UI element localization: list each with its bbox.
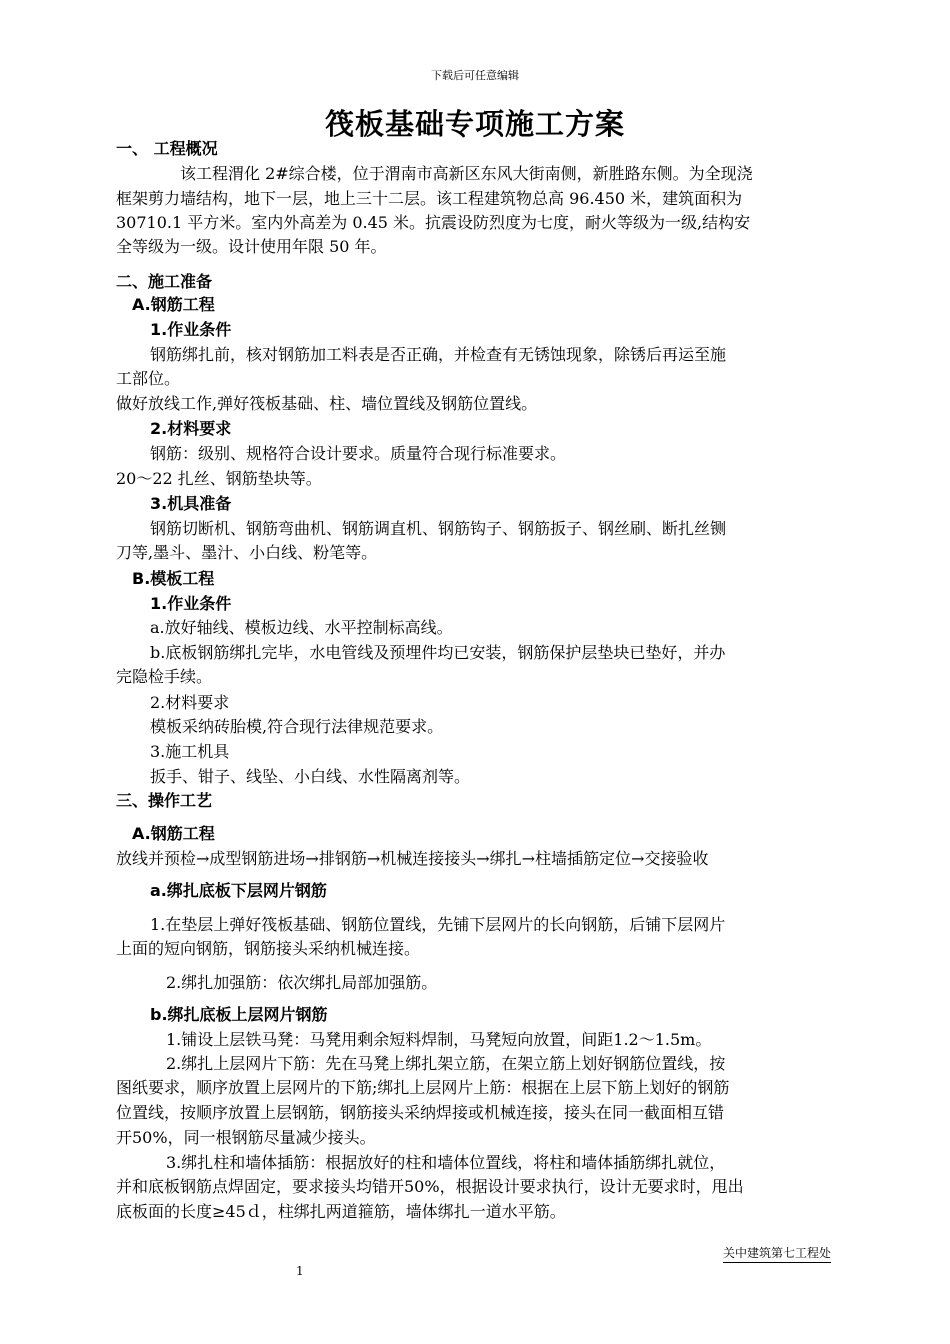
paragraph-line: 并和底板钢筋点焊固定，要求接头均错开50%，根据设计要求执行，设计无要求时，甩出 bbox=[116, 1177, 744, 1196]
section-heading: 二、施工准备 bbox=[116, 272, 213, 291]
paragraph-line: 扳手、钳子、线坠、小白线、水性隔离剂等。 bbox=[150, 767, 471, 786]
paragraph-line: 该工程渭化 2#综合楼，位于渭南市高新区东风大街南侧，新胜路东侧。为全现浇 bbox=[180, 164, 753, 183]
footer-organization: 关中建筑第七工程处 bbox=[723, 1244, 831, 1263]
paragraph-line: 上面的短向钢筋，钢筋接头采纳机械连接。 bbox=[116, 939, 421, 958]
section-heading: b.绑扎底板上层网片钢筋 bbox=[150, 1005, 328, 1024]
paragraph-line: 位置线，按顺序放置上层钢筋，钢筋接头采纳焊接或机械连接，接头在同一截面相互错 bbox=[116, 1103, 725, 1122]
paragraph-line: 1.在垫层上弹好筏板基础、钢筋位置线，先铺下层网片的长向钢筋，后铺下层网片 bbox=[150, 915, 726, 934]
paragraph-line: 3.施工机具 bbox=[150, 742, 230, 761]
section-heading: 1.作业条件 bbox=[150, 320, 232, 339]
paragraph-line: 工部位。 bbox=[116, 369, 181, 388]
paragraph-line: a.放好轴线、模板边线、水平控制标高线。 bbox=[150, 618, 453, 637]
paragraph-line: 放线并预检→成型钢筋进场→排钢筋→机械连接接头→绑扎→柱墙插筋定位→交接验收 bbox=[116, 849, 709, 868]
paragraph-line: 2.绑扎加强筋：依次绑扎局部加强筋。 bbox=[166, 973, 438, 992]
paragraph-line: 1.铺设上层铁马凳：马凳用剩余短料焊制，马凳短向放置，间距1.2～1.5m。 bbox=[166, 1030, 712, 1049]
document-title: 筏板基础专项施工方案 bbox=[324, 107, 625, 141]
paragraph-line: 图纸要求，顺序放置上层网片的下筋;绑扎上层网片上筋：根据在上层下筋上划好的钢筋 bbox=[116, 1078, 730, 1097]
section-heading: 三、操作工艺 bbox=[116, 791, 213, 810]
section-heading: a.绑扎底板下层网片钢筋 bbox=[150, 881, 327, 900]
section-heading: 2.材料要求 bbox=[150, 419, 232, 438]
paragraph-line: 做好放线工作,弹好筏板基础、柱、墙位置线及钢筋位置线。 bbox=[116, 394, 538, 413]
paragraph-line: 30710.1 平方米。室内外高差为 0.45 米。抗震设防烈度为七度，耐火等级为一级,结构安 bbox=[116, 213, 751, 232]
paragraph-line: 20～22 扎丝、钢筋垫块等。 bbox=[116, 469, 322, 488]
paragraph-line: 刀等,墨斗、墨汁、小白线、粉笔等。 bbox=[116, 543, 378, 562]
section-heading: 3.机具准备 bbox=[150, 494, 232, 513]
paragraph-line: 钢筋切断机、钢筋弯曲机、钢筋调直机、钢筋钩子、钢筋扳子、钢丝刷、断扎丝铡 bbox=[150, 519, 727, 538]
paragraph-line: 钢筋绑扎前，核对钢筋加工料表是否正确，并检查有无锈蚀现象，除锈后再运至施 bbox=[150, 345, 727, 364]
paragraph-line: 2.材料要求 bbox=[150, 693, 230, 712]
paragraph-line: 框架剪力墙结构，地下一层，地上三十二层。该工程建筑物总高 96.450 米，建筑面积为 bbox=[116, 189, 743, 208]
header-note: 下载后可任意编辑 bbox=[431, 69, 519, 82]
paragraph-line: 3.绑扎柱和墙体插筋：根据放好的柱和墙体位置线，将柱和墙体插筋绑扎就位， bbox=[166, 1153, 726, 1172]
paragraph-line: 开50%，同一根钢筋尽量减少接头。 bbox=[116, 1128, 376, 1147]
section-heading: A.钢筋工程 bbox=[132, 824, 215, 843]
section-heading: 一、 工程概况 bbox=[116, 139, 218, 158]
paragraph-line: 底板面的长度≥45ｄ，柱绑扎两道箍筋，墙体绑扎一道水平筋。 bbox=[116, 1202, 566, 1221]
paragraph-line: 完隐检手续。 bbox=[116, 667, 213, 686]
paragraph-line: 钢筋：级别、规格符合设计要求。质量符合现行标准要求。 bbox=[150, 444, 567, 463]
paragraph-line: 全等级为一级。设计使用年限 50 年。 bbox=[116, 237, 387, 256]
paragraph-line: 模板采纳砖胎模,符合现行法律规范要求。 bbox=[150, 717, 444, 736]
section-heading: A.钢筋工程 bbox=[132, 295, 215, 314]
paragraph-line: 2.绑扎上层网片下筋：先在马凳上绑扎架立筋，在架立筋上划好钢筋位置线，按 bbox=[166, 1054, 726, 1073]
section-heading: B.模板工程 bbox=[132, 569, 215, 588]
page-number: 1 bbox=[296, 1264, 304, 1278]
section-heading: 1.作业条件 bbox=[150, 594, 232, 613]
paragraph-line: b.底板钢筋绑扎完毕，水电管线及预埋件均已安装，钢筋保护层垫块已垫好，并办 bbox=[150, 643, 726, 662]
